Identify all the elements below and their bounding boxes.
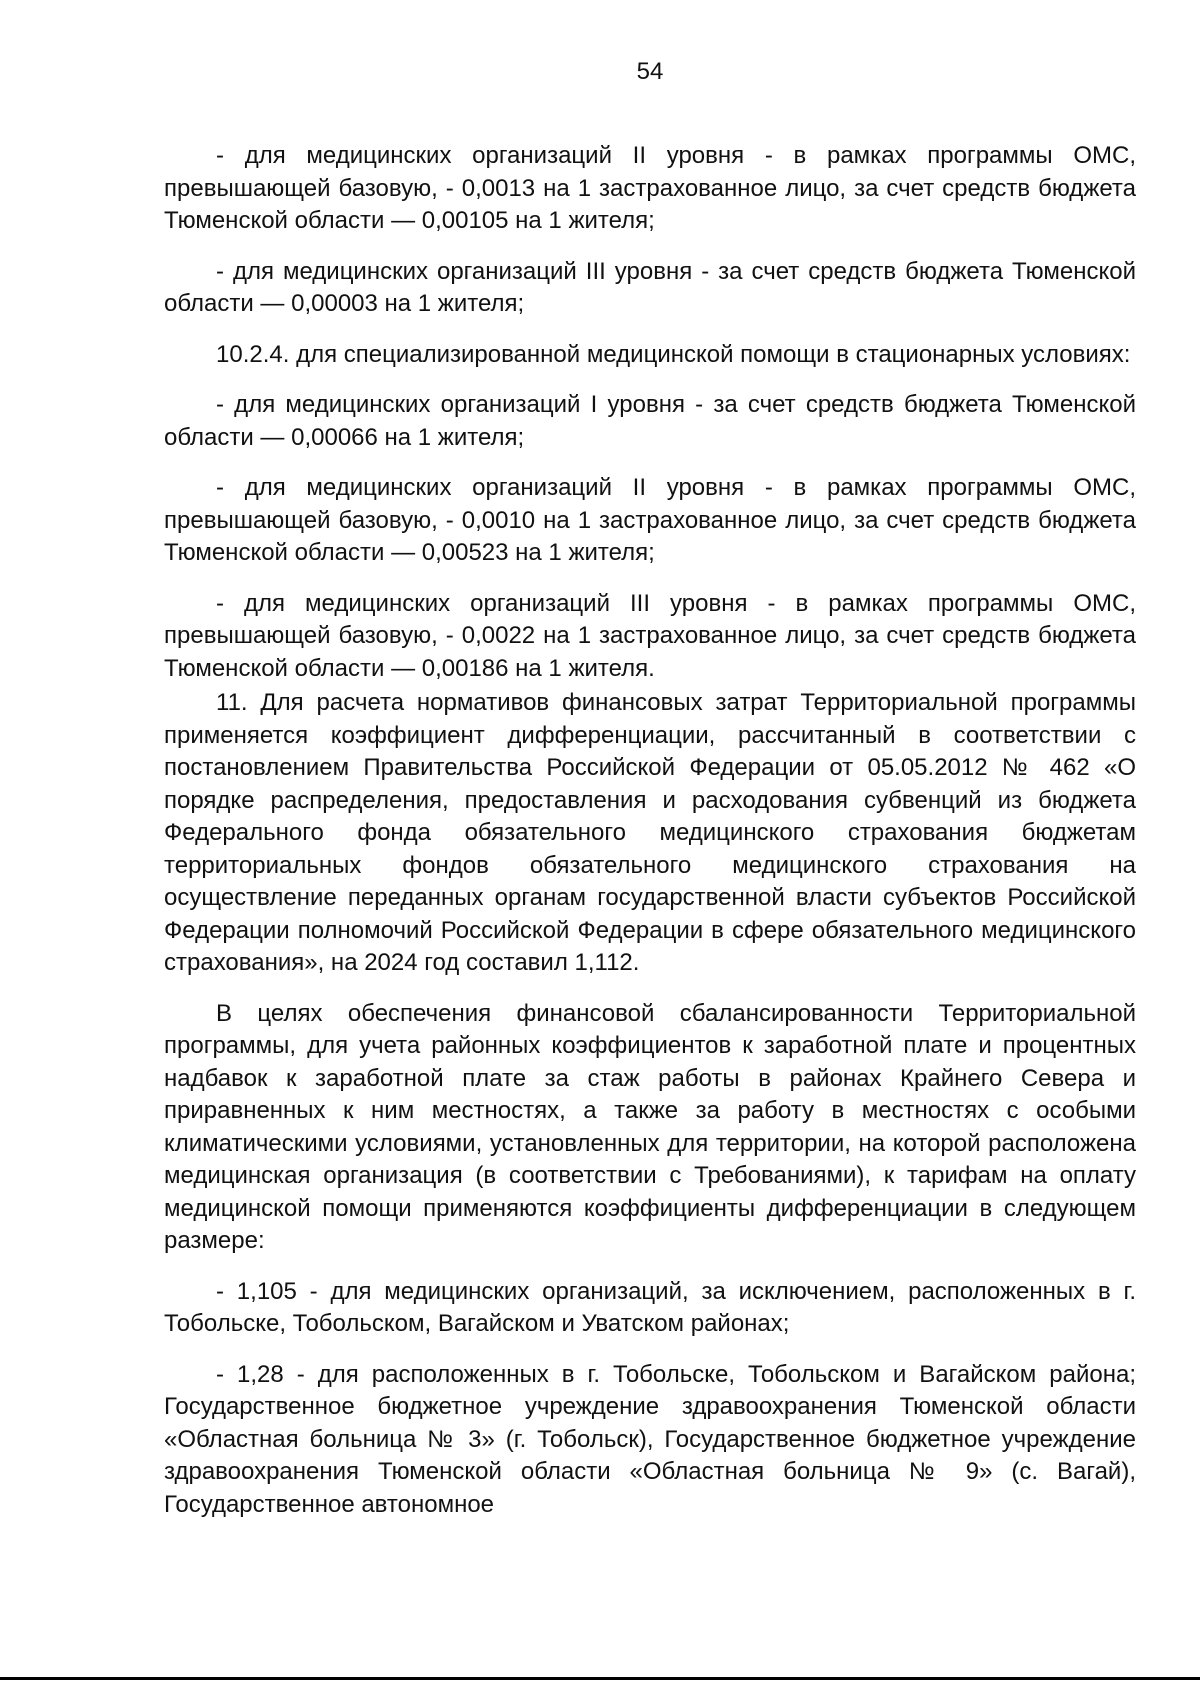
paragraph-level3-outpatient: - для медицинских организаций III уровня - за счет средств бюджета Тюменской области — 0,00003 на 1 жителя; — [164, 257, 1136, 317]
paragraph-section-10-2-4: 10.2.4. для специализированной медицинской помощи в стационарных условиях: — [216, 340, 1131, 368]
paragraph-coefficient-1-105: - 1,105 - для медицинских организаций, за исключением, расположенных в г. Тобольске, Тобольском, Вагайском и Уватском районах; — [164, 1277, 1136, 1337]
document-body — [164, 140, 1136, 1521]
paragraph-coefficient-1-28: - 1,28 - для расположенных в г. Тобольске, Тобольском и Вагайском района; Государственное бюджетное учреждение здравоохранения Тюменской области «Областная больница № 3» (г. Тобольск), Государственное бюджетное учреждение здравоохранения Тюменской области «Областная больница № 9» (с. Вагай), Государственное автономное — [164, 1360, 1136, 1518]
paragraph-differentiation-intro: В целях обеспечения финансовой сбалансированности Территориальной программы, для учета районных коэффициентов к заработной плате и процентных надбавок к заработной плате за стаж работы в районах Крайнего Севера и приравненных к ним местностях, а также за работу в местностях с особыми климатическими условиями, установленных для территории, на которой расположена медицинская организация (в соответствии с Требованиями), к тарифам на оплату медицинской помощи применяются коэффициенты дифференциации в следующем размере: — [164, 999, 1136, 1254]
paragraph-level2-hospital: - для медицинских организаций II уровня - в рамках программы ОМС, превышающей базовую, - 0,0010 на 1 застрахованное лицо, за счет средств бюджета Тюменской области — 0,00523 на 1 жителя; — [164, 474, 1136, 566]
page-number: 54 — [636, 58, 664, 85]
paragraph-level3-hospital: - для медицинских организаций III уровня - в рамках программы ОМС, превышающей базовую, - 0,0022 на 1 застрахованное лицо, за счет средств бюджета Тюменской области — 0,00186 на 1 жителя. — [164, 589, 1136, 682]
paragraph-level1-hospital: - для медицинских организаций I уровня - за счет средств бюджета Тюменской области — 0,00066 на 1 жителя; — [164, 391, 1136, 451]
page-bottom-margin — [0, 1680, 1200, 1697]
paragraph-section-11: 11. Для расчета нормативов финансовых затрат Территориальной программы применяется коэффициент дифференциации, рассчитанный в соответствии с постановлением Правительства Российской Федерации от 05.05.2012 № 462 «О порядке распределения, предоставления и расходования субвенций из бюджета Федерального фонда обязательного медицинского страхования бюджетам территориальных фондов обязательного медицинского страхования на осуществление переданных органам государственной власти субъектов Российской Федерации полномочий Российской Федерации в сфере обязательного медицинского страхования», на 2024 год составил 1,112. — [164, 689, 1136, 976]
paragraph-level2-outpatient: - для медицинских организаций II уровня - в рамках программы ОМС, превышающей базовую, - 0,0013 на 1 застрахованное лицо, за счет средств бюджета Тюменской области — 0,00105 на 1 жителя; — [164, 142, 1136, 234]
